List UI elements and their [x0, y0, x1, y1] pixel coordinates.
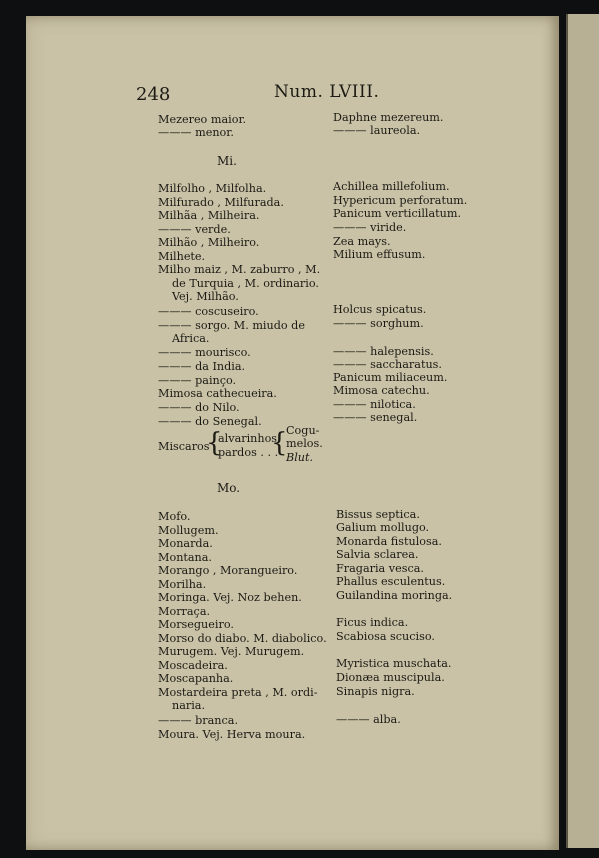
text-line: Salvia sclarea. — [336, 548, 419, 561]
text-line: Galium mollugo. — [336, 521, 430, 534]
left-brace: { — [206, 428, 223, 458]
text-line: Mezereo maior. — [158, 113, 247, 126]
text-line: Monarda. — [158, 537, 213, 550]
text-line: Holcus spicatus. — [333, 303, 427, 316]
text-line: Panicum miliaceum. — [333, 371, 448, 384]
miscaros-r1: Cogu- — [286, 424, 320, 437]
text-line: Daphne mezereum. — [333, 111, 444, 124]
text-line: Scabiosa scuciso. — [336, 630, 435, 643]
text-line: Hypericum perforatum. — [333, 194, 468, 207]
section-heading: Mo. — [217, 481, 241, 495]
right-brace: { — [271, 428, 288, 458]
miscaros-group — [158, 426, 328, 470]
text-line: ——— sorgo. M. miudo de — [158, 319, 305, 332]
section-heading: Mi. — [217, 154, 237, 168]
text-line: ——— menor. — [158, 126, 234, 139]
text-line: Vej. Milhão. — [172, 290, 239, 303]
text-line: ——— laureola. — [333, 124, 421, 137]
text-line: ——— saccharatus. — [333, 358, 442, 371]
text-line: Milhãa , Milheira. — [158, 209, 260, 222]
text-line: Mostardeira preta , M. ordi- — [158, 686, 318, 699]
text-line: Panicum verticillatum. — [333, 207, 462, 220]
text-line: Milhão , Milheiro. — [158, 236, 260, 249]
text-line: Moscapanha. — [158, 672, 234, 685]
text-line: ——— branca. — [158, 714, 238, 727]
text-line: ——— halepensis. — [333, 345, 434, 358]
text-line: Milfurado , Milfurada. — [158, 196, 284, 209]
text-line: ——— alba. — [336, 713, 401, 726]
text-line: ——— viride. — [333, 221, 407, 234]
miscaros-item-1: alvarinhos — [218, 432, 278, 445]
miscaros-r3: Blut. — [286, 451, 314, 464]
text-line: Morraça. — [158, 605, 211, 618]
text-line: Mimosa catechu. — [333, 384, 430, 397]
text-line: Dionæa muscipula. — [336, 671, 445, 684]
miscaros-item-2: pardos . . . — [218, 446, 279, 459]
text-line: Milium effusum. — [333, 248, 426, 261]
text-line: naria. — [172, 699, 206, 712]
text-line: Mimosa cathecueira. — [158, 387, 277, 400]
text-line: Myristica muschata. — [336, 657, 452, 670]
text-line: Bissus septica. — [336, 508, 420, 521]
text-line: Mollugem. — [158, 524, 219, 537]
page-number: 248 — [136, 84, 171, 105]
text-line: ——— da India. — [158, 360, 246, 373]
text-line: Phallus esculentus. — [336, 575, 446, 588]
text-line: ——— painço. — [158, 374, 237, 387]
text-line: de Turquia , M. ordinario. — [172, 277, 319, 290]
text-line: Ficus indica. — [336, 616, 409, 629]
text-line: ——— senegal. — [333, 411, 418, 424]
text-line: Morilha. — [158, 578, 207, 591]
text-line: Fragaria vesca. — [336, 562, 424, 575]
text-line: Zea mays. — [333, 235, 391, 248]
text-line: Moura. Vej. Herva moura. — [158, 728, 306, 741]
text-line: Sinapis nigra. — [336, 685, 415, 698]
text-line: Murugem. Vej. Murugem. — [158, 645, 305, 658]
text-line: ——— do Nilo. — [158, 401, 240, 414]
text-line: ——— mourisco. — [158, 346, 251, 359]
text-line: ——— nilotica. — [333, 398, 416, 411]
text-line: ——— sorghum. — [333, 317, 424, 330]
text-line: Achillea millefolium. — [333, 180, 450, 193]
text-line: Morango , Morangueiro. — [158, 564, 298, 577]
text-line: Guilandina moringa. — [336, 589, 453, 602]
text-line: ——— coscuseiro. — [158, 305, 259, 318]
text-line: Africa. — [172, 332, 210, 345]
miscaros-r2: melos. — [286, 437, 323, 450]
text-line: Mofo. — [158, 510, 191, 523]
text-line: Monarda fistulosa. — [336, 535, 442, 548]
text-line: Montana. — [158, 551, 212, 564]
running-title: Num. LVIII. — [274, 82, 380, 102]
text-line: Milho maiz , M. zaburro , M. — [158, 263, 321, 276]
text-line: Milhete. — [158, 250, 206, 263]
text-line: Morsegueiro. — [158, 618, 234, 631]
text-line: Morso do diabo. M. diabolico. — [158, 632, 327, 645]
text-line: ——— do Senegal. — [158, 415, 262, 428]
miscaros-head: Miscaros — [158, 440, 210, 453]
text-line: Milfolho , Milfolha. — [158, 182, 267, 195]
text-line: ——— verde. — [158, 223, 231, 236]
text-line: Moringa. Vej. Noz behen. — [158, 591, 302, 604]
text-line: Moscadeira. — [158, 659, 228, 672]
